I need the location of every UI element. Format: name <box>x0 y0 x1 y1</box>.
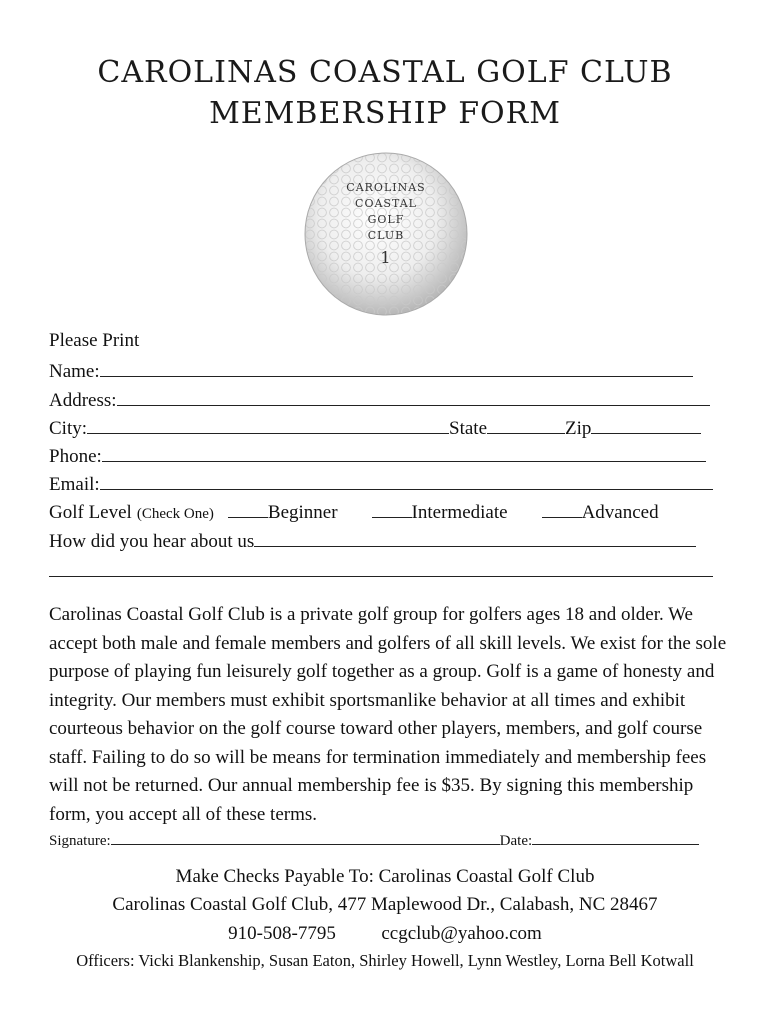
city-label: City: <box>49 418 88 439</box>
logo-text-line: GOLF <box>367 213 405 226</box>
officers-list: Officers: Vicki Blankenship, Susan Eaton, Shirley Howell, Lynn Westley, Lorna Bell Kotwall <box>76 951 694 970</box>
check-one-note: (Check One) <box>136 506 214 522</box>
signature-label: Signature: <box>49 833 111 849</box>
intermediate-checkbox[interactable] <box>372 499 412 518</box>
club-phone: 910-508-7795 <box>228 923 336 944</box>
golf-level-label: Golf Level <box>49 502 132 523</box>
intermediate-label: Intermediate <box>411 502 508 523</box>
form-title-line-2: MEMBERSHIP FORM <box>209 96 561 131</box>
checks-payable-text: Make Checks Payable To: Carolinas Coastal Golf Club <box>175 866 595 887</box>
logo-text-line: CAROLINAS <box>346 181 426 194</box>
name-label: Name: <box>49 361 100 382</box>
beginner-label: Beginner <box>267 502 338 523</box>
beginner-checkbox[interactable] <box>228 499 268 518</box>
address-label: Address: <box>49 390 117 411</box>
date-field[interactable] <box>532 828 699 845</box>
date-label: Date: <box>499 833 533 849</box>
hear-about-field[interactable] <box>254 528 696 547</box>
zip-field[interactable] <box>591 415 701 434</box>
zip-label: Zip <box>565 418 592 439</box>
city-field[interactable] <box>87 415 449 434</box>
address-field[interactable] <box>117 387 710 406</box>
state-label: State <box>449 418 488 439</box>
email-field[interactable] <box>100 471 713 490</box>
email-label: Email: <box>49 474 100 495</box>
phone-label: Phone: <box>49 446 102 467</box>
logo-number: 1 <box>380 248 392 267</box>
state-field[interactable] <box>487 415 565 434</box>
terms-paragraph: Carolinas Coastal Golf Club is a private golf group for golfers ages 18 and older. We accept both male and female members and golfers of all skill levels. We exist for the sole purpose of playing fun leisurely golf together as a group. Golf is a game of honesty and integrity. Our members must exhibit sportsmanlike behavior at all times and exhibit courteous behavior on the golf course toward other players, members, and golf course staff. Failing to do so will be means for termination immediately and membership fees will not be returned. Our annual membership fee is $35. By signing this membership form, you accept all of these terms. <box>49 604 727 825</box>
club-address: Carolinas Coastal Golf Club, 477 Maplewood Dr., Calabash, NC 28467 <box>112 894 658 915</box>
club-email: ccgclub@yahoo.com <box>381 923 542 944</box>
advanced-checkbox[interactable] <box>542 499 582 518</box>
name-field[interactable] <box>100 358 693 377</box>
advanced-label: Advanced <box>581 502 659 523</box>
logo-text-line: CLUB <box>367 229 405 242</box>
phone-field[interactable] <box>102 443 706 462</box>
hear-about-label: How did you hear about us <box>49 531 255 552</box>
logo-text-line: COASTAL <box>355 197 417 210</box>
hear-about-field-continued[interactable] <box>49 558 713 577</box>
form-title-line-1: CAROLINAS COASTAL GOLF CLUB <box>97 55 673 90</box>
please-print-label: Please Print <box>49 330 140 351</box>
contact-line <box>0 923 770 945</box>
signature-field[interactable] <box>111 828 500 845</box>
